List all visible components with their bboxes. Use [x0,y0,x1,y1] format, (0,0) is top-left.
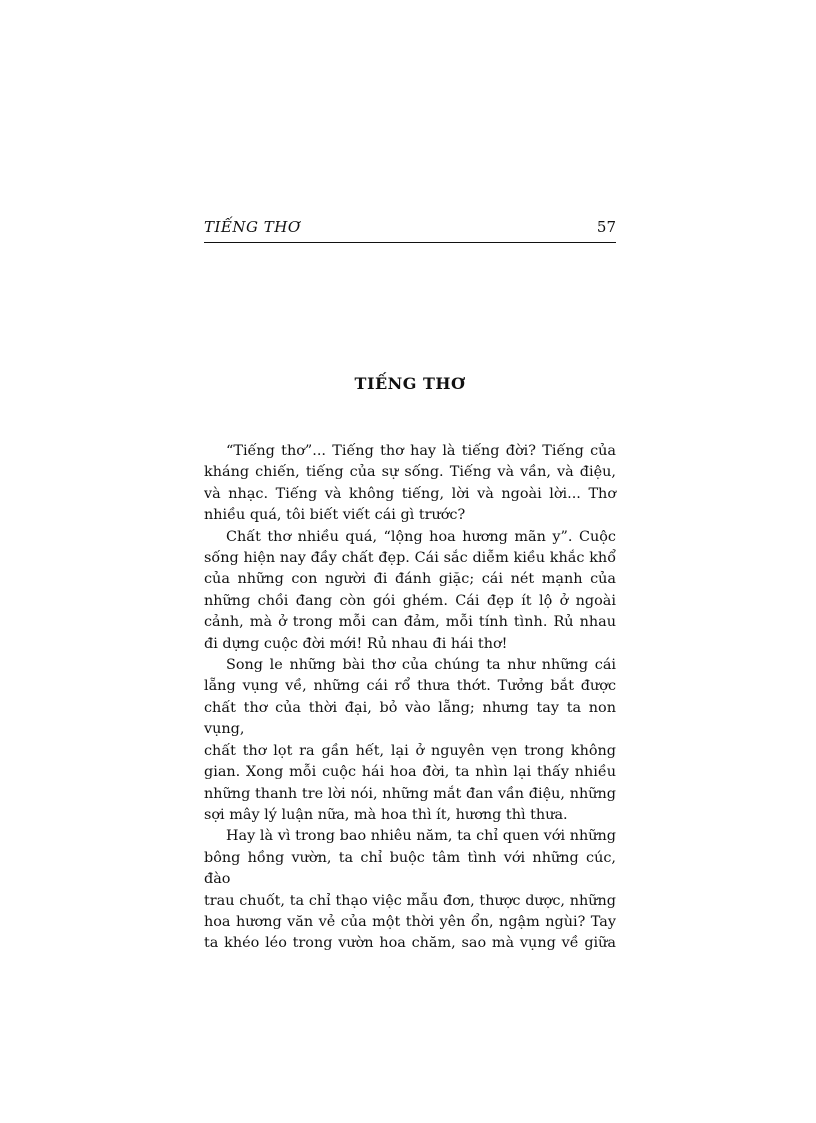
text-line: trau chuốt, ta chỉ thạo việc mẫu đơn, thược dược, những [204,892,616,909]
text-line: Chất thơ nhiều quá, “lộng hoa hương mãn y”. Cuộc [226,528,616,545]
text-line: đi dựng cuộc đời mới! Rủ nhau đi hái thơ! [204,635,508,652]
text-line: cảnh, mà ở trong mỗi can đảm, mỗi tính tình. Rủ nhau [204,614,616,631]
running-header [204,214,616,243]
text-line: nhiều quá, tôi biết viết cái gì trước? [204,507,466,524]
paragraph [204,826,616,954]
text-line: Hay là vì trong bao nhiêu năm, ta chỉ quen với những [226,828,616,845]
chapter-title: TIẾNG THƠ [354,374,466,393]
running-title: TIẾNG THƠ [204,218,301,236]
body-text [204,441,616,955]
text-line: và nhạc. Tiếng và không tiếng, lời và ngoài lời... Thơ [204,485,616,502]
text-line: những chồi đang còn gói ghém. Cái đẹp ít lộ ở ngoài [204,592,616,609]
text-line: Song le những bài thơ của chúng ta như những cái [226,657,616,674]
paragraph [204,527,616,655]
page-number: 57 [596,218,616,236]
text-line: hoa hương văn vẻ của một thời yên ổn, ngậm ngùi? Tay [204,913,616,930]
text-line: ta khéo léo trong vườn hoa chăm, sao mà vụng về giữa [204,935,616,952]
text-line: lẵng vụng về, những cái rổ thưa thớt. Tưởng bắt được [204,678,616,695]
text-line: chất thơ của thời đại, bỏ vào lẵng; nhưng tay ta non vụng, [204,699,616,738]
text-line: của những con người đi đánh giặc; cái nét mạnh của [204,571,616,588]
text-line: gian. Xong mỗi cuộc hái hoa đời, ta nhìn lại thấy nhiều [204,764,616,781]
text-line: chất thơ lọt ra gần hết, lại ở nguyên vẹn trong không [204,742,616,759]
text-line: “Tiếng thơ”... Tiếng thơ hay là tiếng đời? Tiếng của [226,443,616,459]
text-line: những thanh tre lời nói, những mắt đan vần điệu, những [204,785,616,802]
paragraph [204,655,616,826]
text-line: sợi mây lý luận nữa, mà hoa thì ít, hương thì thưa. [204,806,568,823]
paragraph [204,441,616,527]
text-line: sống hiện nay đầy chất đẹp. Cái sắc diễm kiều khắc khổ [204,550,616,567]
text-line: kháng chiến, tiếng của sự sống. Tiếng và vần, và điệu, [204,464,616,481]
text-line: bông hồng vườn, ta chỉ buộc tâm tình với những cúc, đào [204,849,616,888]
